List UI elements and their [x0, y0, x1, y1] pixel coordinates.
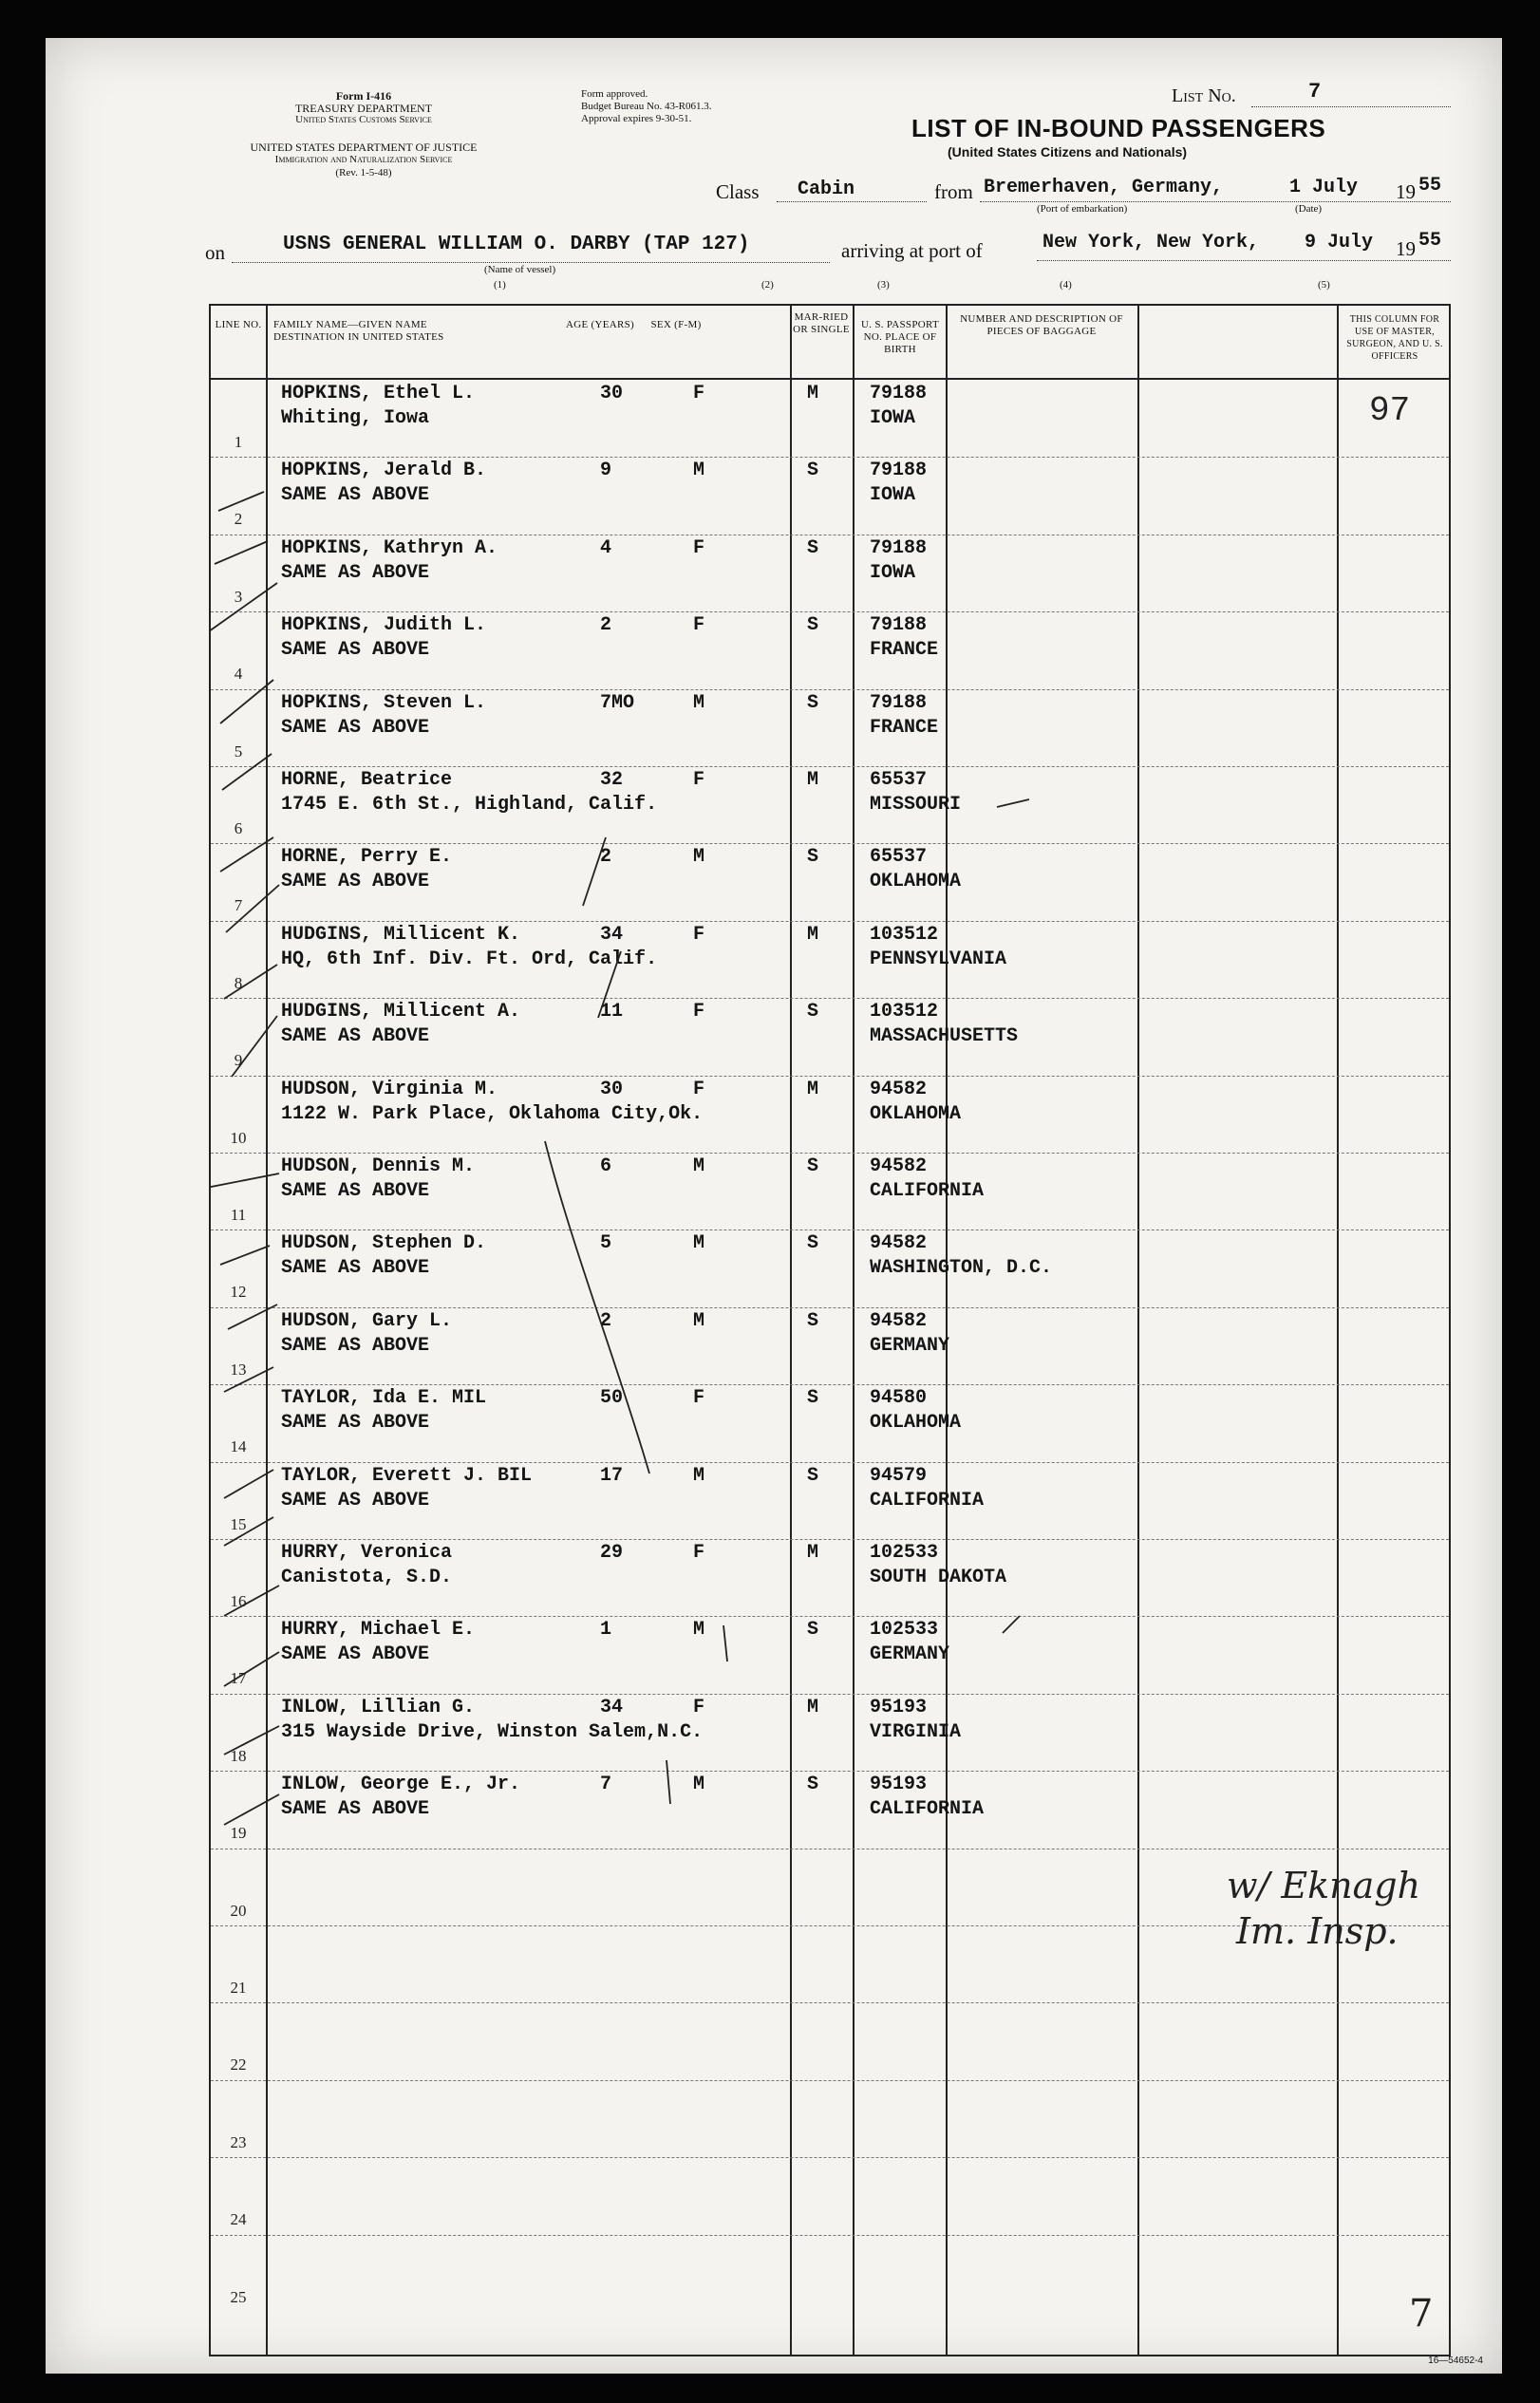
- passenger-sex: F: [693, 536, 705, 559]
- row-divider: [211, 611, 1449, 612]
- passenger-destination: SAME AS ABOVE: [281, 1643, 430, 1666]
- document-title: LIST OF IN-BOUND PASSENGERS: [911, 114, 1326, 142]
- place-of-birth: SOUTH DAKOTA: [870, 1567, 1007, 1588]
- row-number: 23: [230, 2132, 247, 2151]
- passenger-sex: F: [693, 383, 705, 404]
- passenger-sex: F: [693, 1078, 705, 1100]
- row-number: 13: [230, 1360, 247, 1379]
- passenger-destination: SAME AS ABOVE: [281, 1257, 430, 1280]
- place-of-birth: FRANCE: [870, 716, 939, 739]
- marital-status: S: [806, 536, 818, 559]
- passenger-name: HORNE, Perry E.: [281, 846, 453, 869]
- passport-number: 94580: [870, 1387, 928, 1410]
- passenger-sex: M: [693, 846, 705, 869]
- marital-status: M: [806, 769, 818, 791]
- marital-status: S: [806, 1387, 818, 1410]
- passenger-destination: 1122 W. Park Place, Oklahoma City,Ok.: [281, 1102, 704, 1125]
- from-year-prefix: 19: [1396, 180, 1416, 203]
- header-baggage: NUMBER AND DESCRIPTION OF PIECES OF BAGGAGE: [960, 313, 1123, 337]
- passenger-age: 6: [600, 1155, 612, 1177]
- marital-status: S: [806, 1619, 818, 1642]
- marital-status: M: [806, 1078, 818, 1100]
- passenger-table: [209, 304, 1451, 2356]
- place-of-birth: FRANCE: [870, 639, 939, 662]
- passenger-age: 9: [600, 460, 612, 482]
- row-number: 11: [230, 1206, 247, 1224]
- row-divider: [211, 998, 1449, 999]
- marital-status: S: [806, 691, 818, 714]
- passport-number: 94582: [870, 1155, 928, 1177]
- place-of-birth: IOWA: [870, 407, 916, 429]
- form-number: Form I-416: [335, 89, 392, 103]
- marital-status: S: [806, 846, 818, 869]
- vessel-name: USNS GENERAL WILLIAM O. DARBY (TAP 127): [283, 234, 750, 255]
- row-divider: [211, 689, 1449, 690]
- row-number: 16: [230, 1592, 247, 1610]
- marital-status: S: [806, 1155, 818, 1177]
- passenger-sex: F: [693, 1696, 705, 1718]
- passport-number: 65537: [870, 769, 928, 791]
- from-port: Bremerhaven, Germany,: [984, 177, 1224, 198]
- marital-status: M: [806, 1696, 818, 1718]
- row-divider: [211, 2080, 1449, 2081]
- row-divider: [211, 766, 1449, 767]
- class-underline: [777, 201, 927, 202]
- officer-annotation: 97: [1369, 391, 1411, 430]
- passenger-sex: F: [693, 614, 705, 637]
- row-number: 10: [230, 1128, 247, 1147]
- marital-status: M: [806, 1542, 818, 1564]
- row-divider: [211, 2002, 1449, 2003]
- row-divider: [211, 1153, 1449, 1154]
- passenger-sex: M: [693, 460, 705, 482]
- place-of-birth: WASHINGTON, D.C.: [870, 1257, 1053, 1280]
- passport-number: 95193: [870, 1774, 928, 1796]
- header-married: MAR-RIED OR SINGLE: [793, 311, 850, 335]
- passport-number: 79188: [870, 691, 928, 714]
- passenger-name: INLOW, Lillian G.: [281, 1696, 476, 1718]
- passenger-destination: SAME AS ABOVE: [281, 1025, 430, 1048]
- row-number: 18: [230, 1746, 247, 1765]
- place-of-birth: OKLAHOMA: [870, 1102, 962, 1125]
- row-number: 7: [234, 896, 243, 915]
- inspector-signature: [1227, 1863, 1420, 1954]
- row-divider: [211, 1462, 1449, 1463]
- passenger-sex: M: [693, 691, 705, 714]
- on-label: on: [205, 241, 225, 264]
- print-code: 16—54652-4: [1428, 2356, 1483, 2366]
- place-of-birth: CALIFORNIA: [870, 1798, 985, 1821]
- passenger-name: TAYLOR, Everett J. BIL: [281, 1464, 533, 1487]
- row-number: 21: [230, 1979, 247, 1997]
- passenger-age: 34: [600, 1696, 624, 1718]
- passenger-age: 5: [600, 1232, 612, 1255]
- marital-status: S: [806, 1232, 818, 1255]
- place-of-birth: OKLAHOMA: [870, 1412, 962, 1435]
- passport-number: 79188: [870, 614, 928, 637]
- row-number: 19: [230, 1824, 247, 1843]
- row-number: 5: [234, 742, 243, 760]
- passenger-destination: Whiting, Iowa: [281, 407, 430, 429]
- passenger-destination: SAME AS ABOVE: [281, 1412, 430, 1435]
- row-divider: [211, 1384, 1449, 1385]
- passenger-name: HOPKINS, Judith L.: [281, 614, 487, 637]
- passport-number: 79188: [870, 536, 928, 559]
- passenger-sex: M: [693, 1464, 705, 1487]
- marital-status: M: [806, 923, 818, 946]
- passenger-destination: SAME AS ABOVE: [281, 716, 430, 739]
- row-divider: [211, 1771, 1449, 1772]
- list-no-label: List No.: [1172, 85, 1236, 106]
- header-sex: SEX (F-M): [650, 319, 702, 330]
- passenger-destination: SAME AS ABOVE: [281, 1798, 430, 1821]
- place-of-birth: OKLAHOMA: [870, 871, 962, 893]
- passenger-age: 30: [600, 1078, 624, 1100]
- row-divider: [211, 921, 1449, 922]
- row-divider: [211, 1076, 1449, 1077]
- passenger-sex: M: [693, 1155, 705, 1177]
- place-of-birth: MISSOURI: [870, 794, 962, 816]
- passenger-destination: SAME AS ABOVE: [281, 484, 430, 507]
- place-of-birth: IOWA: [870, 484, 916, 507]
- passenger-sex: F: [693, 769, 705, 791]
- row-divider: [211, 1539, 1449, 1540]
- header-line-no: LINE NO.: [215, 319, 262, 330]
- passenger-name: HOPKINS, Ethel L.: [281, 383, 476, 404]
- marital-status: S: [806, 1464, 818, 1487]
- passenger-age: 34: [600, 923, 624, 946]
- passenger-name: HUDSON, Virginia M.: [281, 1078, 498, 1100]
- row-number: 25: [230, 2287, 247, 2306]
- passenger-destination: Canistota, S.D.: [281, 1567, 453, 1588]
- from-label: from: [934, 180, 973, 203]
- passenger-destination: HQ, 6th Inf. Div. Ft. Ord, Calif.: [281, 948, 658, 970]
- passenger-age: 2: [600, 1309, 612, 1332]
- passport-number: 103512: [870, 1001, 939, 1023]
- col-num-3: (3): [877, 279, 890, 291]
- passenger-age: 11: [600, 1001, 624, 1023]
- passenger-sex: M: [693, 1309, 705, 1332]
- passenger-name: HUDGINS, Millicent A.: [281, 1001, 521, 1023]
- passenger-name: HUDSON, Dennis M.: [281, 1155, 476, 1177]
- arrival-port: New York, New York,: [1042, 232, 1260, 253]
- row-divider: [211, 2157, 1449, 2158]
- place-of-birth: CALIFORNIA: [870, 1180, 985, 1202]
- margin-mark: 7: [1409, 2292, 1434, 2336]
- passenger-name: HUDGINS, Millicent K.: [281, 923, 521, 946]
- passenger-sex: F: [693, 1001, 705, 1023]
- passenger-destination: SAME AS ABOVE: [281, 1489, 430, 1511]
- passenger-destination: SAME AS ABOVE: [281, 561, 430, 584]
- passenger-name: HOPKINS, Steven L.: [281, 691, 487, 714]
- passenger-name: HORNE, Beatrice: [281, 769, 453, 791]
- passenger-name: HURRY, Veronica: [281, 1542, 453, 1564]
- passenger-sex: M: [693, 1232, 705, 1255]
- place-of-birth: VIRGINIA: [870, 1720, 962, 1743]
- row-divider: [211, 1616, 1449, 1617]
- passport-number: 79188: [870, 383, 928, 404]
- row-number: 12: [230, 1283, 247, 1302]
- header-name: FAMILY NAME—GIVEN NAME DESTINATION IN UNITED STATES: [273, 319, 444, 343]
- customs-service: United States Customs Service: [295, 114, 432, 125]
- passenger-name: HUDSON, Stephen D.: [281, 1232, 487, 1255]
- marital-status: S: [806, 1774, 818, 1796]
- row-number: 22: [230, 2056, 247, 2074]
- place-of-birth: CALIFORNIA: [870, 1489, 985, 1511]
- list-no-underline: [1251, 106, 1451, 107]
- from-underline: [980, 201, 1451, 202]
- vessel-underline: [232, 262, 830, 263]
- row-number: 4: [234, 665, 243, 684]
- class-label: Class: [716, 180, 760, 203]
- passenger-age: 29: [600, 1542, 624, 1564]
- revision: (Rev. 1-5-48): [335, 167, 392, 178]
- passport-number: 102533: [870, 1542, 939, 1564]
- passenger-sex: M: [693, 1619, 705, 1642]
- place-of-birth: GERMANY: [870, 1643, 950, 1666]
- passenger-name: HUDSON, Gary L.: [281, 1309, 453, 1332]
- passenger-age: 4: [600, 536, 612, 559]
- row-divider: [211, 2235, 1449, 2236]
- passenger-age: 17: [600, 1464, 624, 1487]
- passenger-age: 2: [600, 614, 612, 637]
- passenger-age: 32: [600, 769, 624, 791]
- header-passport: U. S. PASSPORT NO. PLACE OF BIRTH: [860, 319, 939, 355]
- treasury-dept: TREASURY DEPARTMENT: [294, 102, 433, 115]
- row-number: 2: [234, 510, 243, 529]
- passenger-sex: F: [693, 1542, 705, 1564]
- marital-status: S: [806, 460, 818, 482]
- passport-number: 103512: [870, 923, 939, 946]
- place-of-birth: MASSACHUSETTS: [870, 1025, 1019, 1048]
- passport-number: 95193: [870, 1696, 928, 1718]
- document-subtitle: (United States Citizens and Nationals): [948, 144, 1188, 160]
- row-number: 3: [234, 587, 243, 606]
- passport-number: 79188: [870, 460, 928, 482]
- row-number: 20: [230, 1901, 247, 1920]
- arrival-year: 55: [1418, 230, 1442, 252]
- passenger-age: 2: [600, 846, 612, 869]
- arrival-year-prefix: 19: [1396, 237, 1416, 260]
- passenger-name: HURRY, Michael E.: [281, 1619, 476, 1642]
- row-divider: [211, 457, 1449, 458]
- approval-line-3: Approval expires 9-30-51.: [581, 113, 692, 124]
- arrival-date: 9 July: [1305, 232, 1374, 253]
- header-officers: THIS COLUMN FOR USE OF MASTER, SURGEON, AND U. S. OFFICERS: [1346, 314, 1443, 362]
- passport-number: 102533: [870, 1619, 939, 1642]
- approval-line-1: Form approved.: [581, 88, 648, 100]
- row-divider: [211, 1307, 1449, 1308]
- passenger-name: INLOW, George E., Jr.: [281, 1774, 521, 1796]
- manifest-page: [46, 38, 1502, 2374]
- passenger-age: 1: [600, 1619, 612, 1642]
- marital-status: S: [806, 1001, 818, 1023]
- passenger-destination: SAME AS ABOVE: [281, 871, 430, 893]
- row-number: 6: [234, 819, 243, 837]
- from-year: 55: [1418, 175, 1442, 197]
- passenger-sex: F: [693, 923, 705, 946]
- signature-line-1: w/ Eknagh: [1227, 1865, 1421, 1906]
- passenger-age: 7: [600, 1774, 612, 1796]
- place-of-birth: IOWA: [870, 561, 916, 584]
- place-of-birth: PENNSYLVANIA: [870, 948, 1007, 970]
- marital-status: M: [806, 383, 818, 404]
- justice-dept: UNITED STATES DEPARTMENT OF JUSTICE: [250, 141, 478, 154]
- col-num-4: (4): [1060, 279, 1072, 291]
- row-divider: [211, 843, 1449, 844]
- from-date: 1 July: [1289, 177, 1359, 198]
- list-no-value: 7: [1308, 80, 1322, 103]
- passenger-age: 7MO: [600, 691, 635, 714]
- arrival-underline: [1037, 260, 1451, 261]
- row-number: 9: [234, 1051, 243, 1070]
- vessel-caption: (Name of vessel): [484, 264, 556, 275]
- row-number: 24: [230, 2210, 247, 2229]
- passenger-sex: F: [693, 1387, 705, 1410]
- date-caption: (Date): [1295, 203, 1323, 215]
- passenger-name: HOPKINS, Kathryn A.: [281, 536, 498, 559]
- passenger-destination: 315 Wayside Drive, Winston Salem,N.C.: [281, 1720, 704, 1743]
- class-value: Cabin: [798, 178, 855, 200]
- header-age: AGE (YEARS): [565, 319, 635, 330]
- passenger-age: 50: [600, 1387, 624, 1410]
- passenger-destination: 1745 E. 6th St., Highland, Calif.: [281, 794, 658, 816]
- passenger-destination: SAME AS ABOVE: [281, 639, 430, 662]
- col-num-1: (1): [494, 279, 506, 291]
- marital-status: S: [806, 614, 818, 637]
- arriving-label: arriving at port of: [841, 239, 983, 262]
- row-number: 15: [230, 1514, 247, 1533]
- passenger-name: HOPKINS, Jerald B.: [281, 460, 487, 482]
- passenger-destination: SAME AS ABOVE: [281, 1334, 430, 1357]
- port-embarkation-caption: (Port of embarkation): [1037, 203, 1128, 215]
- approval-line-2: Budget Bureau No. 43-R061.3.: [581, 101, 712, 112]
- passport-number: 94579: [870, 1464, 928, 1487]
- row-number: 14: [230, 1437, 247, 1456]
- ins-service: Immigration and Naturalization Service: [274, 154, 453, 165]
- col-num-5: (5): [1318, 279, 1330, 291]
- passenger-age: 30: [600, 383, 624, 404]
- passenger-sex: M: [693, 1774, 705, 1796]
- row-number: 17: [230, 1669, 247, 1688]
- row-divider: [211, 1694, 1449, 1695]
- passport-number: 65537: [870, 846, 928, 869]
- passport-number: 94582: [870, 1309, 928, 1332]
- row-number: 8: [234, 973, 243, 992]
- marital-status: S: [806, 1309, 818, 1332]
- passport-number: 94582: [870, 1078, 928, 1100]
- passenger-destination: SAME AS ABOVE: [281, 1180, 430, 1202]
- passport-number: 94582: [870, 1232, 928, 1255]
- place-of-birth: GERMANY: [870, 1334, 950, 1357]
- col-num-2: (2): [761, 279, 774, 291]
- row-number: 1: [234, 433, 243, 451]
- passenger-name: TAYLOR, Ida E. MIL: [281, 1387, 487, 1410]
- signature-line-2: Im. Insp.: [1236, 1910, 1399, 1952]
